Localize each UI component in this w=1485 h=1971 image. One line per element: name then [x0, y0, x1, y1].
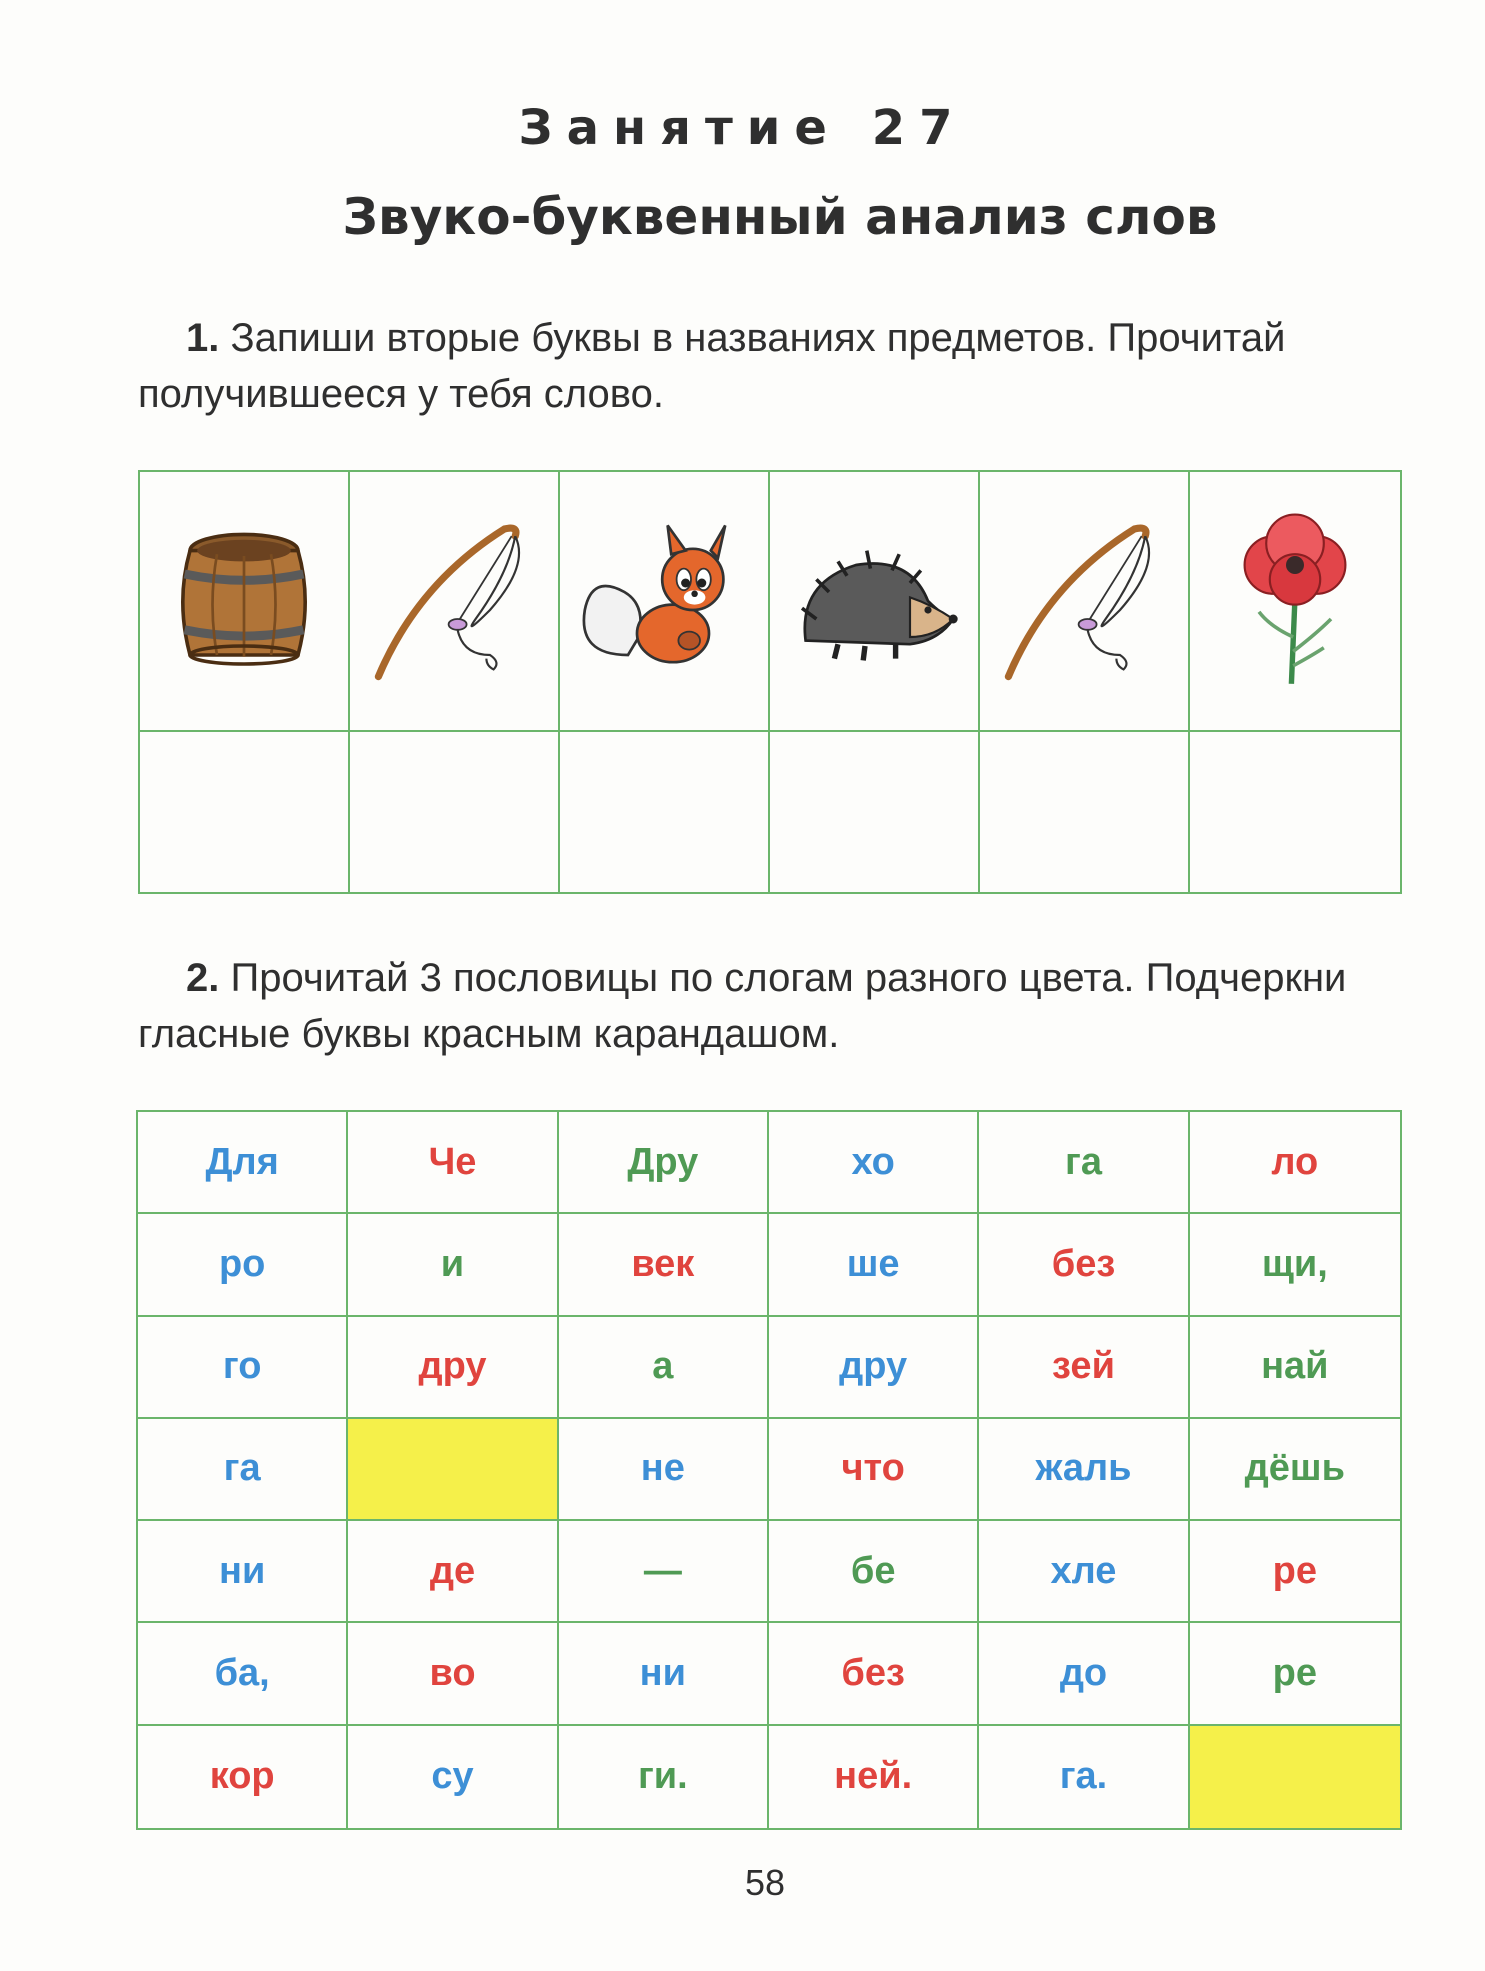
- syllable-cell: щи,: [1190, 1214, 1400, 1316]
- syllable-cell: хо: [769, 1112, 979, 1214]
- answer-cell-3[interactable]: [560, 732, 770, 892]
- task-1-number: 1.: [186, 316, 220, 360]
- syllable-cell: ре: [1190, 1623, 1400, 1725]
- syllable-cell: Че: [348, 1112, 558, 1214]
- syllable-cell: Дру: [559, 1112, 769, 1214]
- syllable-cell: де: [348, 1521, 558, 1623]
- squirrel-icon: [574, 511, 754, 691]
- syllable-cell: су: [348, 1726, 558, 1828]
- answer-cell-5[interactable]: [980, 732, 1190, 892]
- answer-cell-1[interactable]: [140, 732, 350, 892]
- syllable-cell: без: [769, 1623, 979, 1725]
- fishing-rod-icon: [364, 511, 544, 691]
- task-1-text: Запиши вторые буквы в названиях предметов. Прочитай получившееся у тебя слово.: [138, 316, 1286, 416]
- syllable-cell: ни: [138, 1521, 348, 1623]
- syllable-cell: а: [559, 1317, 769, 1419]
- lesson-title: Звуко-буквенный анализ слов: [342, 188, 1218, 246]
- syllable-table: [136, 1110, 1402, 1830]
- picture-cell-1: [140, 472, 350, 732]
- syllable-cell: га: [138, 1419, 348, 1521]
- answer-cell-2[interactable]: [350, 732, 560, 892]
- picture-cell-6: [1190, 472, 1400, 732]
- syllable-cell: дру: [769, 1317, 979, 1419]
- answer-cell-6[interactable]: [1190, 732, 1400, 892]
- syllable-cell: га.: [979, 1726, 1189, 1828]
- syllable-cell: ги.: [559, 1726, 769, 1828]
- syllable-cell: га: [979, 1112, 1189, 1214]
- syllable-cell: и: [348, 1214, 558, 1316]
- barrel-icon: [154, 511, 334, 691]
- picture-cell-4: [770, 472, 980, 732]
- syllable-cell: во: [348, 1623, 558, 1725]
- highlighted-cell: [348, 1419, 558, 1521]
- syllable-cell: жаль: [979, 1419, 1189, 1521]
- syllable-cell: го: [138, 1317, 348, 1419]
- syllable-cell: ло: [1190, 1112, 1400, 1214]
- fishing-rod-icon: [994, 511, 1174, 691]
- answer-cell-4[interactable]: [770, 732, 980, 892]
- syllable-cell: бе: [769, 1521, 979, 1623]
- syllable-cell: что: [769, 1419, 979, 1521]
- syllable-cell: не: [559, 1419, 769, 1521]
- page-number: 58: [744, 1862, 786, 1903]
- syllable-cell: най: [1190, 1317, 1400, 1419]
- hedgehog-icon: [784, 511, 964, 691]
- syllable-cell: ней.: [769, 1726, 979, 1828]
- syllable-cell: кор: [138, 1726, 348, 1828]
- picture-cell-3: [560, 472, 770, 732]
- task-2-number: 2.: [186, 956, 220, 1000]
- picture-answer-table: [138, 470, 1402, 894]
- syllable-cell: ре: [1190, 1521, 1400, 1623]
- syllable-cell: дру: [348, 1317, 558, 1419]
- syllable-cell: до: [979, 1623, 1189, 1725]
- picture-cell-2: [350, 472, 560, 732]
- task-1-instruction: [138, 310, 1403, 422]
- task-2-text: Прочитай 3 пословицы по слогам разного цвета. Подчеркни гласные буквы красным карандашом.: [138, 956, 1347, 1056]
- lesson-number: Занятие 27: [518, 100, 967, 156]
- syllable-cell: ше: [769, 1214, 979, 1316]
- syllable-cell: —: [559, 1521, 769, 1623]
- syllable-cell: дёшь: [1190, 1419, 1400, 1521]
- picture-cell-5: [980, 472, 1190, 732]
- syllable-cell: ни: [559, 1623, 769, 1725]
- syllable-cell: ро: [138, 1214, 348, 1316]
- syllable-cell: Для: [138, 1112, 348, 1214]
- syllable-cell: хле: [979, 1521, 1189, 1623]
- syllable-cell: без: [979, 1214, 1189, 1316]
- syllable-cell: ба,: [138, 1623, 348, 1725]
- highlighted-cell: [1190, 1726, 1400, 1828]
- syllable-cell: зей: [979, 1317, 1189, 1419]
- task-2-instruction: [138, 950, 1403, 1062]
- poppy-flower-icon: [1205, 511, 1385, 691]
- syllable-cell: век: [559, 1214, 769, 1316]
